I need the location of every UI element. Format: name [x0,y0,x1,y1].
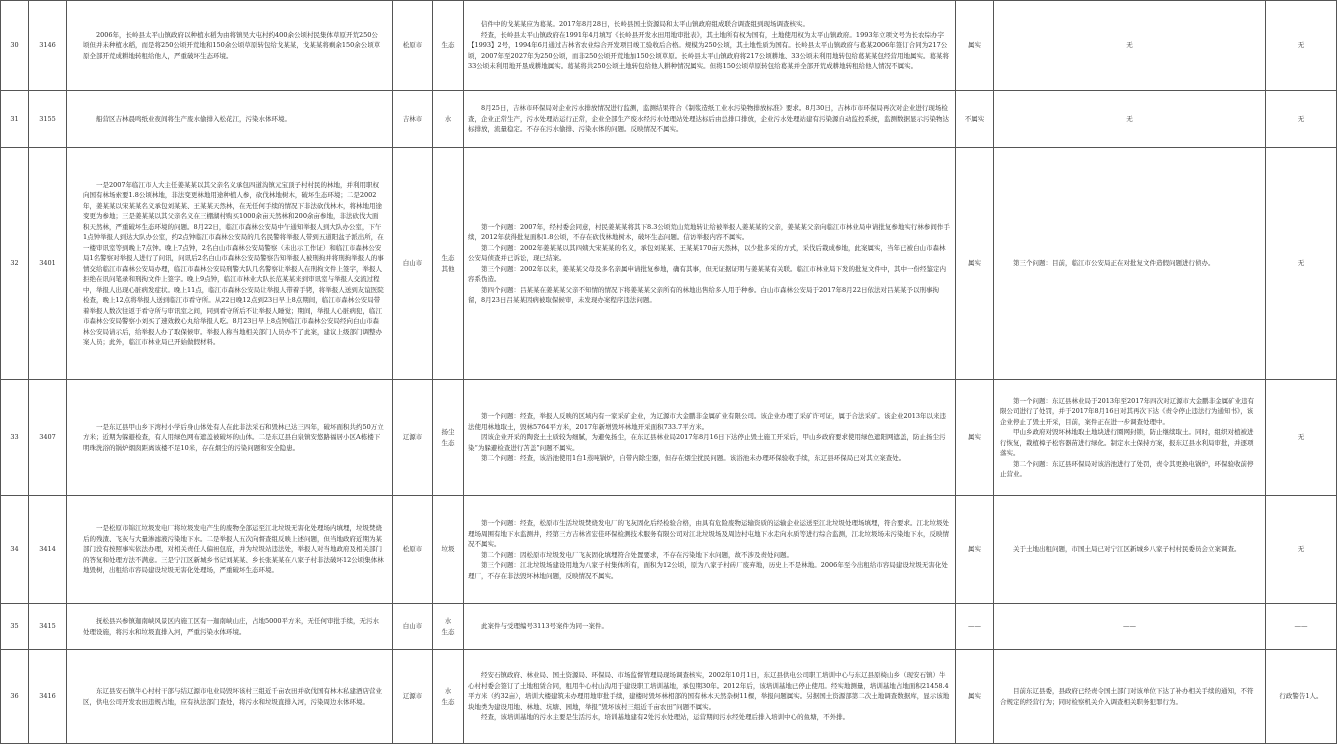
paragraph: 经查，长岭县太平山镇政府在1991年4月填写《长岭县开发水田用地审批表》，其土地所有权为国有，土地使用权为太平山镇政府。1993年立项文号为长农综办字【1993】2号，1994年6月通过吉林省农业综合开发项目竣工验收后合格。规模为250公顷，其土地性质为国有。长岭县太平山镇政府与葛某2006年签订合同为217公顷，2007年至2027年为250公顷，而非250公顷开荒地加150公顷草原。长岭县太平山镇政府将217公顷耕地、33公顷未利用地转包给葛某某包经营用地属实。葛某将33公顷未利用地开垦成耕地属实。葛某将共250公顷土地转包给他人耕种情况属实。但将150公顷草原转包给葛某并全部开荒成耕地转租给他人情况不属实。 [468,30,949,71]
paragraph: 目前东辽县委，县政府已经责令国土部门对该单位下达了补办相关手续的通知，不符合规定的经营行为；同时检察机关介入调查相关职务犯罪行为。 [1000,687,1254,706]
paragraph: 一是松原市锦江垃圾发电厂将垃圾发电产生的废物全部运至江北垃圾无害化处理场内填埋，垃圾焚烧后的残渣、飞灰与大量渗滤液污染地下水。二是举报人五次向督查组反映上述问题，但当地政府近期为某部门没有按照事实依法办理，对相关责任人偏袒包庇，并为垃圾站违法处，举报人对当地政府及相关部门的答复和处理方法不满意。三是宁江区新城乡书记刘某某、乡长张某某在八家子村非法破坏12公顷集体林地毁树，出租给市容局建设垃圾无害化处理场，严重破坏生态环境。 [83,524,384,575]
paragraph: 经安石镇政府、林业局、国土资源局、环保局、市场监督管理局现场调查核实，2002年10月1日，东辽县供电公司职工培训中心与东辽县原椅山乡（现安石镇）牛心村村委会签订了土地租赁合同，租用牛心村山沟用于建设职工培训基地，承包期30年。2012年后，该培训基地已停止使用。经实地测量，培训基地占地面积21458.4平方米（约32亩），培训大楼建筑未办理用地审批手续，建楼时毁坏林相部的国有林木天然杂树11棵，举报问题属实。另据国土资源部第二次土地调查数据库，显示该地块地类为建设用地、林地、坑塘、园地，举报“毁坏该村三组近千亩农田”问题不属实。 [468,671,950,711]
paragraph: 抚松县兴参镇迦南峡风景区内施工区有一迦南峡山庄，占地5000平方米，无任何审批手续，无污水处理设施，将污水和垃圾直排入河，严重污染水体环境。 [83,617,380,636]
paragraph: 水 [444,617,452,625]
paragraph: 一是东辽县甲山乡下湾村小学后身山体处有人在此非法采石和毁林已达三四年，破坏面积共约50万立方米；近期为躲避检查，有人用绿色网布遮盖被破坏的山体。二是东辽县白泉镇安悠路福居小区A栋楼下明珠洗浴的锅炉烟囱距离该楼不足10米，存在烟尘的污染问题和安全隐患。 [83,422,384,452]
city-cell: 辽源市 [393,380,433,496]
complaint-text [69,30,390,62]
verdict-cell: —— [956,604,994,650]
paragraph: 第四个问题：吕某某在姜某某父亲不知情的情况下将姜某某父亲所有的林地出售给多人用于种参。白山市森林公安局于2017年8月22日依法对吕某某予以刑事拘留，8月23日吕某某因病被取保候审，未发现办案程序违法问题。 [468,285,939,304]
table-row [1,496,1337,604]
rectification-text [996,258,1263,269]
row-number: 32 [1,148,29,380]
paragraph: 生态 [441,627,455,636]
paragraph: 因该企业开采的陶瓷土土质较为细腻，为避免扬尘，在东辽县林业局2017年8月16日下达停止毁土施工开采后，甲山乡政府要求使用绿色遮阳网遮盖，防止扬尘污染“为躲避检查进行苫盖”问题不属实。 [468,433,946,452]
paragraph: 第二个问题：2002年姜某某以其四姨大宋某某的名义，承包刘某某、王某某170亩天然林，以少批多采的方式，采伐后栽成参地，此案属实，当年已被白山市森林公安局侦查并已诉讼，现已结案。 [468,243,946,262]
paragraph: 东辽县安石镇牛心村村干部与结辽源市电业局毁坏该村三组近千亩农田并砍伐国有林木私建酒店营业区，供电公司开发农田违规占地，应有执法部门查处，将污水和垃圾直排入河，污染周边水体环境。 [83,687,382,706]
case-id: 3414 [29,496,67,604]
paragraph: 扬尘 [441,428,455,436]
rectification-text [996,114,1263,125]
complaint-cell [67,91,393,148]
complaint-text [69,180,390,348]
pollution-type [435,253,461,274]
paragraph: 生态 [441,438,455,447]
paragraph: 第一个问题：经查，松原市生活垃圾焚烧发电厂的飞灰固化后经检验合格，由具有危险废物运输资质的运输企业运送至江北垃圾处理场填埋，符合要求。江北垃圾处理场周围有地下水监测井，经第三方吉林省宏佳环保检测技术服务有限公司对江北垃圾场及周边村屯地下水走向水质等进行综合监测，江北垃圾场未污染地下水，反映情况不属实。 [468,519,949,548]
paragraph: 第一个问题：东辽县林业局于2013年至2017年四次对辽源市大金鹏非金属矿业违有限公司进行了处罚，并于2017年8月16日对其再次下达《责令停止违法行为通知书》，该企业停止了毁土开采，目前，案件正在进一步调查处理中。 [1000,396,1255,426]
investigation-cell [464,604,956,650]
investigation-cell [464,650,956,744]
accountability-cell: 无 [1266,148,1337,380]
paragraph: 2006年，长岭县太平山镇政府以种植水稻为由将镇吴大屯村约400余公顷村民集体草原开荒250公顷但并未种植水稻，而是将250公顷开荒地和150余公顷草原转包给戈某某，戈某某将剩余150余公顷草原全部开荒成耕地转租给他人，严重破坏生态环境。 [83,30,381,60]
rectification-text [996,544,1263,555]
paragraph: 生态 [441,254,455,262]
row-number: 33 [1,380,29,496]
investigation-cell [464,380,956,496]
complaint-text [69,686,390,707]
paragraph: 无 [1126,41,1133,50]
pollution-type [435,544,461,555]
accountability-cell: 行政警告1人。 [1266,650,1337,744]
pollution-type-cell [433,1,464,91]
rectification-cell [994,380,1266,496]
complaint-cell [67,148,393,380]
rectification-text [996,40,1263,51]
paragraph: 第二个问题：东辽县环保局对该浴池进行了处罚，责令其更换电锅炉，环保验收前停止营业。 [1000,459,1254,478]
accountability-cell: 无 [1266,380,1337,496]
row-number: 36 [1,650,29,744]
complaint-text [69,422,390,454]
verdict-cell: 属实 [956,1,994,91]
accountability-cell: 无 [1266,91,1337,148]
paragraph: 一是2007年临江市人大主任姜某某以其父亲名义承包四道沟镇元宝顶子村村民的林地，并利用职权向国有林场索要1.8公顷林地，非法变更林地用途种植人参，砍伐林地树木，破坏生态环境；二是2002年，姜某某以宋某某名义承包刘某某、王某某天然林，在无任何手续的情况下非法砍伐林木，将林地用途变更为参地；三是姜某某以其父亲名义在三棚湖村购买1000余亩天然林和200余亩参地，非法砍伐大面积天然林，严重破坏生态环境的问题。8月22日，临江市森林公安局中午通知举报人到大队办公室，下午1点钟举报人到达大队办公室，约2点钟临江市森林公安局的几名民警将举报人带到五道阳盆子派出所，在一楼审讯室等到晚上7点钟。晚上7点钟，2名白山市森林公安局警察（未出示工作证）和临江市森林公安局1名警察对举报人进行了问讯，问讯后2名白山市森林公安局警察告知举报人被刑拘并将刑拘举报人的事情交给临江市森林公安局办理，临江市森林公安局刑警大队几名警察让举报人在刑拘文件上签字，举报人拒绝在讯问笔录和刑拘文件上签字。晚上9点钟，临江市林业大队长范某某来到审讯室与举报人交流过程中，举报人出现心脏病发症状。晚上11点，临江市森林公安局让举报人带着手铐，将举报人送到友谊医院检查，晚上12点将举报人送到临江市看守所。从22日晚12点到23日早上8点期间，临江市森林公安局带着举报人数次往返于看守所与审讯室之间，同到看守所后不让举报人睡觉；期间，举报人心脏病犯，临江市森林公安局警察小刘买了速效救心丸给举报人吃。8月23日早上8点钟临江市森林公安局经向白山市森林公安局请示后，给举报人办了取保候审。举报人称当地相关部门人员办不了此案，建议上级部门调整办案人员；此外，临江市林业局已开始做假材料。 [83,180,384,346]
investigation-text [466,670,953,723]
complaint-text [69,616,390,637]
paragraph: 第一个问题：经查，举报人反映的区域内有一家采矿企业，为辽源市大金鹏非金属矿业有限公司。该企业办理了采矿许可证，属于合法采矿。该企业2013年以来违法使用林地取土，毁林5764平方米，2017年新增毁坏林地开采面积733.7平方米。 [468,412,947,431]
row-number: 35 [1,604,29,650]
city-cell: 辽源市 [393,650,433,744]
accountability-cell: —— [1266,604,1337,650]
table-row [1,91,1337,148]
paragraph: 第三个问题：2002年以来，姜某某父母及多名亲属申请批复参地，确有其事，但无证据证明与姜某某有关联。临江市林业局下发的批复文件中，其中一份经鉴定内容系伪造。 [468,264,947,283]
rectification-cell [994,1,1266,91]
case-id: 3416 [29,650,67,744]
paragraph: —— [1123,622,1136,631]
rectification-cell [994,496,1266,604]
paragraph: 此案件与受理编号3113号案件为同一案件。 [481,622,609,631]
investigation-text [466,411,953,464]
complaint-cell [67,496,393,604]
paragraph: 其他 [441,264,455,273]
paragraph: 甲山乡政府对毁坏林地取土地块进行圈网封锁，防止继续取土。同时，组织对植被进行恢复，栽植樟子松容器苗进行绿化。制定水土保持方案，报东辽县水利局审批，并逐项落实。 [1000,428,1254,457]
investigation-text [466,222,953,306]
accountability-cell: 无 [1266,1,1337,91]
city-cell: 松原市 [393,1,433,91]
investigation-cell [464,496,956,604]
table-row [1,148,1337,380]
city-cell: 白山市 [393,148,433,380]
case-id: 3401 [29,148,67,380]
pollution-type-cell [433,650,464,744]
pollution-type [435,40,461,51]
paragraph: 经查，该培训基地的污水主要是生活污水，培训基地建有2处污水处理站，运营期间污水经处理后排入培训中心的鱼塘，不外排。 [481,713,850,722]
accountability-cell: 无 [1266,496,1337,604]
city-cell: 松原市 [393,496,433,604]
paragraph: 第二个问题：因松原市垃圾发电厂飞灰固化填埋符合处置要求，不存在污染地下水问题，故不涉及责处问题。 [481,550,793,559]
row-number: 31 [1,91,29,148]
paragraph: 水 [444,114,452,123]
complaint-text [69,523,390,576]
table-body [1,1,1337,744]
case-id: 3155 [29,91,67,148]
paragraph: 生态 [441,697,455,706]
pollution-type-cell [433,91,464,148]
pollution-type [435,114,461,125]
paragraph: 8月25日，吉林市环保局对企业污水排放情况进行监测，监测结果符合《制浆造纸工业水污染物排放标准》要求。8月30日，吉林市市环保局再次对企业进行现场检查，企业正常生产，污水处理站运行正常，企业全部生产废水经污水处理站处理达标后由总排口排放，企业污水处理站建有污染源自动监控系统，监测数据显示污染物达标排放，流量稳定。不存在污水偷排、污染水体的问题。反映情况不属实。 [468,104,949,134]
city-cell: 白山市 [393,604,433,650]
complaint-cell [67,1,393,91]
rectification-cell [994,650,1266,744]
complaint-cell [67,380,393,496]
complaint-cell [67,604,393,650]
verdict-cell: 属实 [956,650,994,744]
rectification-text [996,686,1263,707]
rectification-cell [994,604,1266,650]
paragraph: 信件中的戈某某应为葛某。2017年8月28日，长岭县国土资源局和太平山镇政府组成联合调查组到现场调查核实。 [481,20,809,29]
rectification-text [996,621,1263,632]
paragraph: 第三个问题：目前，临江市公安局正在对批复文件造假问题进行侦办。 [1013,259,1215,268]
pollution-type [435,686,461,707]
case-id: 3407 [29,380,67,496]
table-row [1,604,1337,650]
pollution-type-cell [433,380,464,496]
investigation-cell [464,1,956,91]
complaint-text [69,114,390,125]
pollution-type [435,616,461,637]
investigation-text [466,621,953,632]
paragraph: 水 [444,687,452,695]
verdict-cell: 不属实 [956,91,994,148]
paragraph: 第三个问题：江北垃圾场建设用地为八家子村集体所有，面积为12公顷，原为八家子村砖厂废弃地，历史上不是林地。2006年至今出租给市容局建设垃圾无害化处理厂，不存在非法毁坏林地问题，反映情况不属实。 [468,561,948,580]
pollution-type [435,427,461,448]
city-cell: 吉林市 [393,91,433,148]
rectification-cell [994,148,1266,380]
investigation-text [466,518,953,581]
verdict-cell: 属实 [956,148,994,380]
paragraph: 生态 [441,41,455,50]
verdict-cell: 属实 [956,380,994,496]
rectification-cell [994,91,1266,148]
paragraph: 船营区吉林晨鸣纸业夜间将生产废水偷排入松花江，污染水体环境。 [96,114,291,123]
table-row [1,650,1337,744]
paragraph: 无 [1126,114,1133,123]
investigation-text [466,103,953,135]
paragraph: 垃圾 [441,545,455,554]
case-id: 3146 [29,1,67,91]
row-number: 34 [1,496,29,604]
investigation-text [466,19,953,72]
investigation-cell [464,148,956,380]
case-id: 3415 [29,604,67,650]
verdict-cell: 属实 [956,496,994,604]
pollution-type-cell [433,148,464,380]
row-number: 30 [1,1,29,91]
complaint-cell [67,650,393,744]
paragraph: 第二个问题：经查，该浴池使用1台1蒸吨锅炉，自带内除尘器，但存在烟尘扰民问题。该浴池未办理环保验收手续，东辽县环保局已对其立案查处。 [481,454,906,463]
table-row [1,1,1337,91]
paragraph: 关于土地出租问题，市国土局已对宁江区新城乡八家子村村民委员会立案调查。 [1013,545,1241,554]
paragraph: 第一个问题：2007年，经村委会同意，村民姜某某将其下8.3公顷荒山荒地转让给被举报人姜某某的父亲，姜某某父亲向临江市林业局申请批复参地实行林参间作手续，2012年获得批复面积1.8公顷，不存在砍伐林地树木，破坏生态问题。信访举报内容不属实。 [468,222,950,241]
pollution-type-cell [433,496,464,604]
pollution-type-cell [433,604,464,650]
rectification-text [996,396,1263,480]
table-row [1,380,1337,496]
investigation-cell [464,91,956,148]
